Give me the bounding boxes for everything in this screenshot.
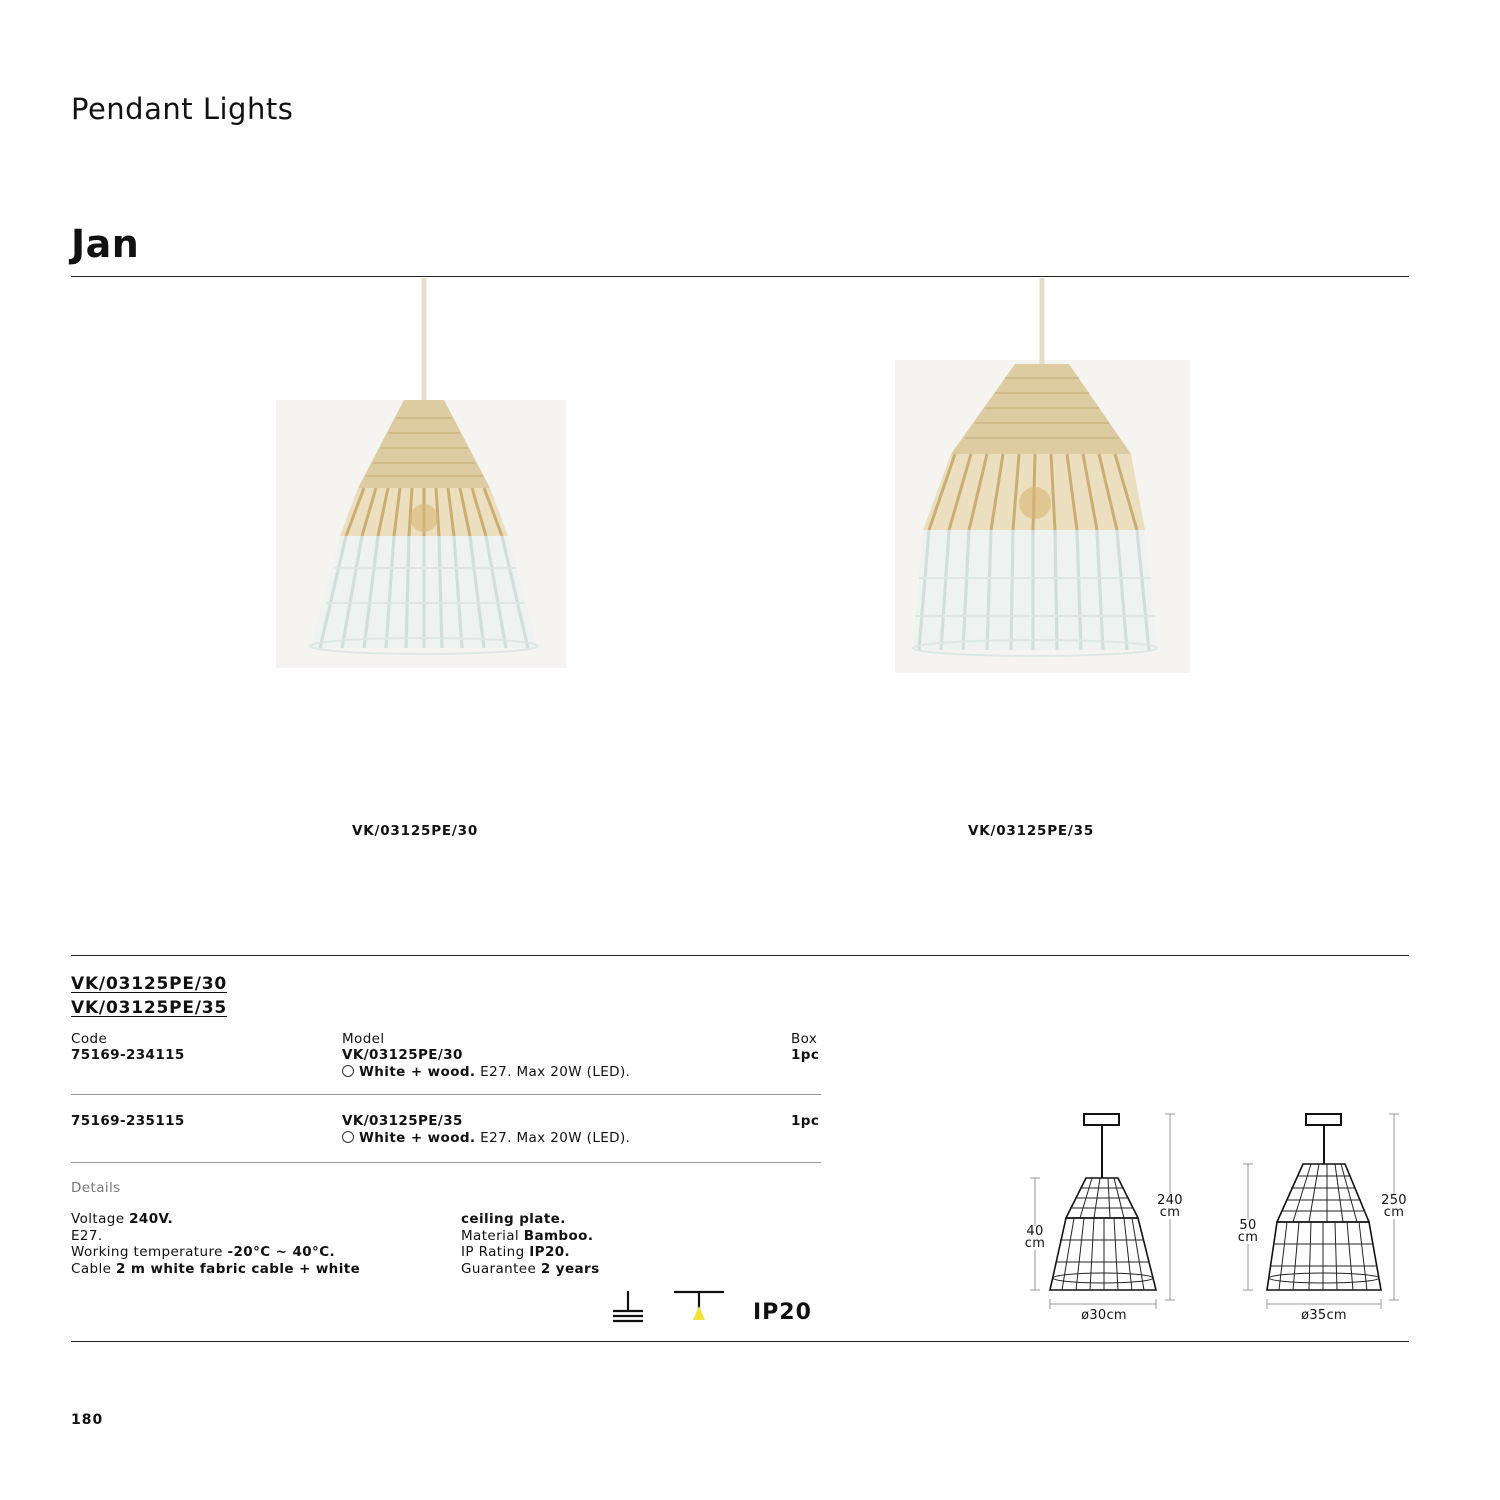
model-link-2: VK/03125PE/35 (71, 998, 228, 1018)
detail-ip-rating: IP Rating IP20. (461, 1244, 571, 1260)
shade-height-30: 40 cm (1018, 1226, 1052, 1250)
product-photo-2 (895, 278, 1190, 673)
pendant-lamp-icon (672, 1289, 726, 1327)
category-title: Pendant Lights (71, 92, 294, 126)
detail-material: Material Bamboo. (461, 1227, 594, 1244)
ip-rating-label: IP20 (753, 1300, 812, 1325)
diameter-35: ø35cm (1301, 1308, 1347, 1323)
detail-ceiling-plate: ceiling plate. (461, 1211, 566, 1227)
finish-swatch-icon (342, 1131, 354, 1143)
spec-rule (71, 955, 1409, 956)
detail-guarantee: Guarantee 2 years (461, 1260, 600, 1277)
row-divider (71, 1162, 821, 1163)
details-left (71, 1211, 360, 1277)
model-link-1: VK/03125PE/30 (71, 974, 228, 994)
col-code-header: Code (71, 1031, 108, 1047)
top-rule (71, 276, 1409, 277)
row-2-model: VK/03125PE/35 (342, 1113, 463, 1129)
product-name: Jan (71, 222, 140, 266)
row-1-code: 75169-234115 (71, 1047, 185, 1063)
row-1-desc: E27. Max 20W (LED). (475, 1064, 631, 1080)
product-photo-1 (276, 278, 566, 668)
pendant-lamp-30-image (276, 278, 566, 668)
row-1-finish: White + wood. (359, 1064, 476, 1080)
detail-voltage: Voltage 240V. (71, 1211, 174, 1227)
detail-socket: E27. (71, 1227, 103, 1244)
row-1-description (342, 1064, 630, 1080)
details-right (461, 1211, 600, 1277)
row-1-model: VK/03125PE/30 (342, 1047, 463, 1063)
diameter-30: ø30cm (1081, 1308, 1127, 1323)
detail-temperature: Working temperature -20°C ~ 40°C. (71, 1244, 336, 1260)
model-list (71, 972, 227, 1020)
finish-swatch-icon (342, 1065, 354, 1077)
row-2-finish: White + wood. (359, 1130, 476, 1146)
row-divider (71, 1094, 821, 1095)
row-1-box: 1pc (791, 1047, 820, 1063)
col-model-header: Model (342, 1031, 385, 1047)
pendant-lamp-35-image (895, 278, 1190, 673)
dimension-drawing-30 (1020, 1110, 1200, 1330)
bottom-rule (71, 1341, 1409, 1342)
total-height-30: 240 cm (1152, 1195, 1188, 1219)
col-box-header: Box (791, 1031, 818, 1047)
earth-class-icon (610, 1289, 646, 1327)
page-number: 180 (71, 1412, 104, 1428)
shade-height-35: 50 cm (1231, 1220, 1265, 1244)
product-caption-1: VK/03125PE/30 (352, 823, 479, 839)
row-2-box: 1pc (791, 1113, 820, 1129)
detail-cable: Cable 2 m white fabric cable + white (71, 1260, 361, 1277)
row-2-desc: E27. Max 20W (LED). (475, 1130, 631, 1146)
details-heading: Details (71, 1180, 121, 1196)
lamp-line-drawing-30 (1020, 1110, 1200, 1330)
row-2-code: 75169-235115 (71, 1113, 185, 1129)
row-2-description (342, 1130, 630, 1146)
total-height-35: 250 cm (1376, 1195, 1412, 1219)
product-caption-2: VK/03125PE/35 (968, 823, 1095, 839)
